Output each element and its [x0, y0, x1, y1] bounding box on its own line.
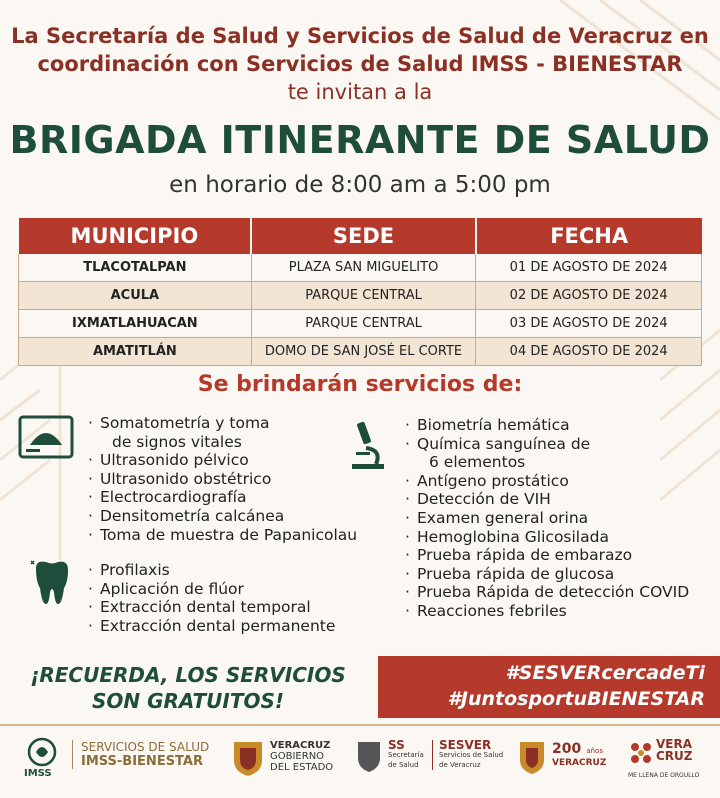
list-item: · Extracción dental permanente — [88, 617, 335, 636]
list-item: · Aplicación de flúor — [88, 580, 335, 599]
anniversary-shield-icon — [518, 738, 546, 776]
cell-sede: DOMO DE SAN JOSÉ EL CORTE — [251, 338, 476, 366]
microscope-icon — [348, 420, 388, 472]
services-title: Se brindarán servicios de: — [197, 372, 523, 397]
hashtag-1: #SESVERcercadeTi — [505, 662, 705, 684]
list-item: · Reacciones febriles — [405, 602, 689, 621]
list-item: · Hemoglobina Glicosilada — [405, 528, 689, 547]
table-row — [19, 338, 702, 366]
schedule-text: en horario de 8:00 am a 5:00 pm — [169, 172, 551, 198]
cell-sede: PARQUE CENTRAL — [251, 282, 476, 310]
list-item: · Profilaxis — [88, 561, 335, 580]
vera-line-2: CRUZ — [656, 749, 693, 763]
secretaria-salud-logo — [388, 740, 424, 770]
list-item: · Biometría hemática — [405, 416, 689, 435]
reminder-line-2: SON GRATUITOS! — [92, 689, 284, 713]
ss-line-1: Secretaría — [388, 751, 424, 759]
list-item: · Toma de muestra de Papanicolau — [88, 526, 357, 545]
cell-fecha: 04 DE AGOSTO DE 2024 — [476, 338, 702, 366]
list-item: 6 elementos — [429, 453, 526, 472]
page-title: BRIGADA ITINERANTE DE SALUD — [9, 118, 711, 162]
imss-line-2: IMSS-BIENESTAR — [81, 754, 203, 769]
schedule-table — [18, 218, 702, 366]
list-item: · Electrocardiografía — [88, 488, 357, 507]
medical-services-list — [88, 414, 357, 544]
reminder-line-1: ¡RECUERDA, LOS SERVICIOS — [30, 663, 346, 687]
dental-services-list — [88, 561, 335, 635]
header-line-2: coordinación con Servicios de Salud IMSS - BIENESTAR — [37, 52, 683, 76]
gob-line-2: GOBIERNO — [270, 751, 325, 762]
veracruz-shield-icon — [232, 738, 264, 778]
list-item: · Prueba rápida de embarazo — [405, 546, 689, 565]
sesver-logo — [432, 740, 503, 770]
ss-abbr: SS — [388, 738, 405, 752]
header-line-3: te invitan a la — [287, 80, 433, 104]
vera-line-1: VERA — [656, 737, 693, 751]
table-header-row — [19, 218, 702, 254]
list-item: · Prueba rápida de glucosa — [405, 565, 689, 584]
table-row — [19, 310, 702, 338]
header — [0, 22, 720, 106]
free-services-reminder — [18, 662, 358, 714]
imss-line-1: SERVICIOS DE SALUD — [81, 740, 210, 754]
list-item: · Examen general orina — [405, 509, 689, 528]
list-item: · Antígeno prostático — [405, 472, 689, 491]
cell-fecha: 02 DE AGOSTO DE 2024 — [476, 282, 702, 310]
cell-municipio: ACULA — [19, 282, 252, 310]
column-header-sede: SEDE — [251, 218, 476, 254]
cell-fecha: 03 DE AGOSTO DE 2024 — [476, 310, 702, 338]
sesver-title: SESVER — [439, 738, 492, 752]
cell-municipio: IXMATLAHUACAN — [19, 310, 252, 338]
column-header-municipio: MUNICIPIO — [19, 218, 252, 254]
gobierno-veracruz-logo — [270, 740, 333, 773]
table-row — [19, 282, 702, 310]
header-line-1: La Secretaría de Salud y Servicios de Salud de Veracruz en — [11, 24, 709, 48]
list-item: · Detección de VIH — [405, 490, 689, 509]
list-item: · Ultrasonido pélvico — [88, 451, 357, 470]
hashtag-2: #JuntosportuBIENESTAR — [447, 688, 705, 710]
anniv-number: 200 — [552, 741, 582, 757]
cell-sede: PARQUE CENTRAL — [251, 310, 476, 338]
footer-logos — [0, 724, 720, 798]
sesver-line-2: de Veracruz — [439, 761, 481, 769]
cell-sede: PLAZA SAN MIGUELITO — [251, 254, 476, 282]
list-item: · Somatometría y toma — [88, 414, 357, 433]
list-item: · Extracción dental temporal — [88, 598, 335, 617]
table-row — [19, 254, 702, 282]
anniv-word: años — [586, 747, 603, 755]
list-item: · Densitometría calcánea — [88, 507, 357, 526]
veracruz-flower-icon — [628, 740, 654, 766]
anniv-name: VERACRUZ — [552, 758, 607, 768]
list-item: · Ultrasonido obstétrico — [88, 470, 357, 489]
sesver-line-1: Servicios de Salud — [439, 751, 504, 759]
lab-services-list — [405, 416, 689, 621]
list-item: · Química sanguínea de — [405, 435, 689, 454]
list-item: de signos vitales — [112, 432, 242, 451]
gob-line-3: DEL ESTADO — [270, 762, 334, 773]
list-item: · Prueba Rápida de detección COVID — [405, 583, 689, 602]
tooth-icon — [28, 558, 76, 608]
anniversary-logo — [552, 742, 606, 769]
column-header-fecha: FECHA — [476, 218, 702, 254]
ss-line-2: de Salud — [388, 761, 419, 769]
gob-line-1: VERACRUZ — [270, 740, 331, 751]
cell-fecha: 01 DE AGOSTO DE 2024 — [476, 254, 702, 282]
imss-abbr: IMSS — [24, 768, 52, 779]
vera-tagline: ME LLENA DE ORGULLO — [628, 772, 700, 779]
ultrasound-monitor-icon — [18, 415, 74, 461]
cell-municipio: TLACOTALPAN — [19, 254, 252, 282]
ss-shield-icon — [356, 740, 382, 774]
cell-municipio: AMATITLÁN — [19, 338, 252, 366]
imss-logo — [72, 740, 209, 769]
hashtag-banner-text — [400, 660, 705, 712]
veracruz-brand-logo — [656, 738, 693, 762]
